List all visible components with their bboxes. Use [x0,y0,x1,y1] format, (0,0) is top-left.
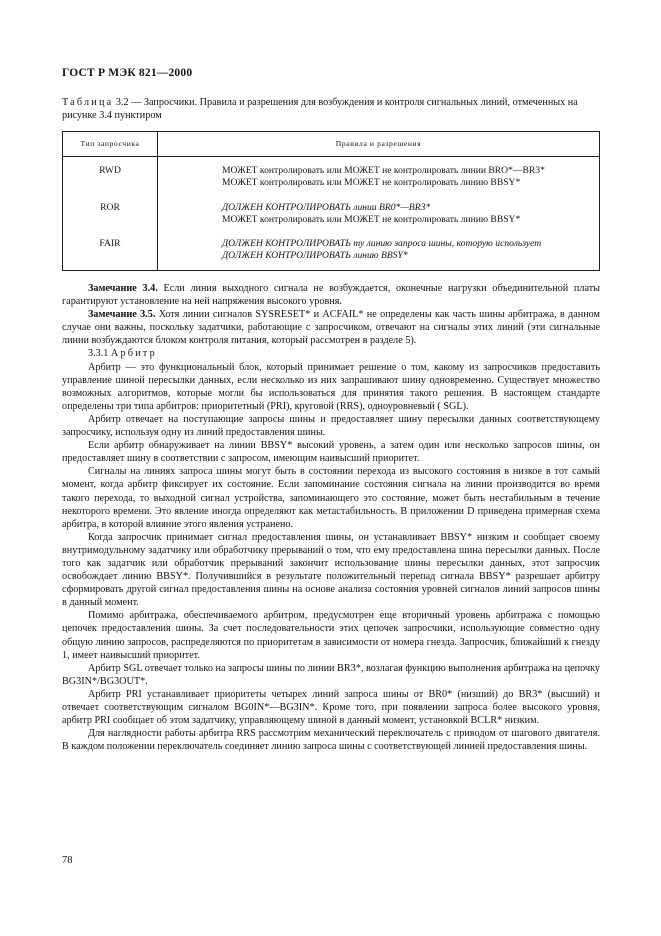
column-header-rules: Правила и разрешения [158,132,600,157]
paragraph: Для наглядности работы арбитра RRS рассмотрим механический переключатель с приводом от шагового двигателя. В каждом положении переключатель соединяет линию запроса шины с соответствующей линией предоставления шины. [62,728,600,753]
paragraph: Арбитр PRI устанавливает приоритеты четырех линий запроса шины от BR0* (низший) до BR3* (высший) и отвечает соответствующим сигналом BG0IN*—BG3IN*. Кроме того, при появлении запроса более высокого уровня, арбитр PRI сообщает об этом задатчику, управляющему шиной в данный момент, установкой BCLR* низким. [62,688,600,727]
note-text: Хотя линии сигналов SYSRESET* и ACFAIL* не определены как часть шины арбитража, в данном случае они важны, поскольку задатчики, работающие с запросчиком, отвечают на сигналы этих линий (эти сигнальные линии возбуждаются блоком контроля питания, который рассмотрен в разделе 5). [62,309,601,347]
paragraph: Помимо арбитража, обеспечиваемого арбитром, предусмотрен еще вторичный уровень арбитража с помощью цепочек предоставления шины. За счет последовательности этих цепочек запросчики, использующие совместно одну общую линию запросов, распределяются по приоритетам в зависимости от номера гнезда. Запросчик, ближайший к гнезду 1, имеет наивысший приоритет. [62,610,600,661]
rule-line: ДОЛЖЕН КОНТРОЛИРОВАТЬ ту линию запроса шины, которую использует [222,238,542,249]
rule-line: МОЖЕТ контролировать или МОЖЕТ не контролировать линию BBSY* [222,177,521,188]
requester-type: ROR [63,202,158,238]
note-paragraph [62,282,600,308]
rule-line: МОЖЕТ контролировать или МОЖЕТ не контролировать линии BRO*—BR3* [222,165,545,176]
paragraph: Если арбитр обнаруживает на линии BBSY* высокий уровень, а затем один или несколько запросов шины, он предоставляет шину в соответствии с запросом, имеющим наивысший приоритет. [62,440,600,465]
requester-type: RWD [63,157,158,203]
column-header-type: Тип запросчика [63,132,158,157]
table-row [63,157,600,203]
rule-line: МОЖЕТ контролировать или МОЖЕТ не контролировать линию BBSY* [222,214,521,225]
section-number: 3.3.1 [88,348,109,360]
paragraph: Арбитр отвечает на поступающие запросы шины и предоставляет шину пересылки данных соответствующему запросчику, используя одну из линий предоставления шины. [62,413,600,439]
note-paragraph [62,308,600,347]
section-heading [62,347,600,360]
rule-line: ДОЛЖЕН КОНТРОЛИРОВАТЬ линии BR0*—BR3* [222,202,431,213]
table-row [63,238,600,271]
paragraph: Сигналы на линиях запроса шины могут быть в состоянии перехода из высокого состояния в низкое в тот самый момент, когда арбитр фиксирует их состояние. Если запоминание состояния сигнала на линии производится во время такого перехода, то выходной сигнал устройства, запоминающего это состояние, может быть нестабильным в течение некоторого времени. Это явление иногда определяют как метастабильность. В приложении D приведена примерная схема арбитра, в которой влияние этого явления устранено. [62,466,600,530]
rules-cell [158,157,600,203]
table-row [63,202,600,238]
note-label: Замечание 3.4. [88,283,158,294]
note-label: Замечание 3.5. [88,309,156,321]
section-title: Арбитр [110,348,157,360]
table-caption-text: 3.2 — Запросчики. Правила и разрешения для возбуждения и контроля сигнальных линий, отмеченных на рисунке 3.4 пунктиром [62,97,578,121]
table-caption [62,97,600,122]
paragraph: Арбитр — это функциональный блок, который принимает решение о том, какому из запросчиков предоставить управление шиной пересылки данных, если несколько из них запрашивают шину одновременно. Существует множество возможных алгоритмов, которые могли бы использоваться для принятия такого решения. В настоящем стандарте определены три типа арбитров: приоритетный (PRI), круговой (RRS), одноуровневый ( SGL). [62,361,600,412]
requester-type: FAIR [63,238,158,271]
paragraph: Когда запросчик принимает сигнал предоставления шины, он устанавливает BBSY* низким и сообщает своему внутримодульному задатчику или обработчику прерываний о том, что ему предоставлена шина пересылки данных. После того как задатчик или обработчик прерываний закончит использование шины пересылки данных, этот запросчик освобождает линию BBSY*. Получившийся в результате положительный перепад сигнала BBSY* разрешает арбитру сформировать другой сигнал предоставления шины на основе анализа состояния уровней сигналов линий запросов шины в данный момент. [62,531,600,609]
body-text [62,282,600,753]
rules-cell [158,238,600,271]
paragraph: Арбитр SGL отвечает только на запросы шины по линии BR3*, возлагая функцию выполнения арбитража на цепочку BG3IN*/BG3OUT*. [62,662,600,687]
table-caption-label: Таблица [62,97,114,108]
rule-line: ДОЛЖЕН КОНТРОЛИРОВАТЬ линию BBSY* [222,250,408,261]
document-header: ГОСТ Р МЭК 821—2000 [62,67,193,79]
page-number: 78 [62,855,73,866]
requesters-table [62,131,600,271]
note-text: Если линия выходного сигнала не возбуждается, оконечные нагрузки объединительной платы гарантируют установление на ней напряжения высокого уровня. [62,283,600,308]
rules-cell [158,202,600,238]
table-header-row [63,132,600,157]
